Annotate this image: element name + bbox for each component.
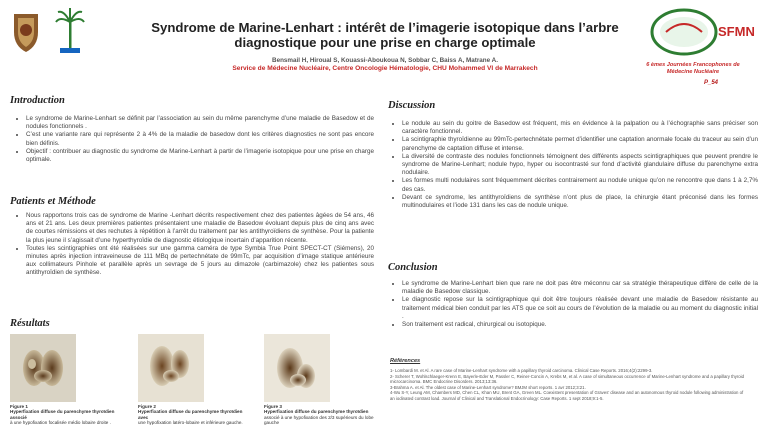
patients-item: • Toutes les scintigraphies ont été réalisées sur une gamma caméra de type Symbia True Point SPECT-CT (Siémens), 20 minutes après injection intraveineuse de 111 MBq de pertechnétate de 99mTc, par acquisition d’image statique antérieure aux collimateurs Pinhole et parallèle après un sevrage de 5 jours au dimazole (carbimazole) chez les patientes sous antithyroïdien de synthèse. <box>26 245 374 278</box>
scintigraphy-figure-1 <box>10 334 76 402</box>
authors: Bensmail H, Hiroual S, Kouassi-Aboukoua N, Sobbar C, Baiss A, Matrane A. <box>272 57 498 64</box>
introduction-list <box>14 115 374 164</box>
figure-3-label: Figure 3 <box>264 404 282 409</box>
discussion-item: • Les formes multi nodulaires sont fréquemment décrites contrairement au nodule unique qu’on ne rencontre que dans 1 à 2,7% des cas. <box>402 177 758 193</box>
congress-name <box>628 62 758 75</box>
figure-3-text: associé à une hypofixation des 2/3 supérieurs du lobe gauche <box>264 414 374 426</box>
conclusion-item: • Le diagnostic repose sur la scintigraphique qui doit être toujours réalisée devant une maladie de Basedow résistante au traitement médical bien conduit par les ATS que ce soit au cours de l’évolution de la maladie ou au moment du diagnostic initial . <box>402 296 758 321</box>
discussion-heading: Discussion <box>388 100 436 111</box>
poster-title-line-2: diagnostique pour une prise en charge optimale <box>234 35 536 50</box>
affiliation: Service de Médecine Nucléaire, Centre Oncologie Hématologie, CHU Mohammed VI de Marrakech <box>232 65 538 72</box>
figure-3-title: Hyperfixation diffuse du parenchyme thyroïdien <box>264 409 369 415</box>
references-heading: Références <box>390 358 421 364</box>
patients-heading: Patients et Méthode <box>10 196 96 207</box>
sfmn-logo <box>648 6 760 60</box>
congress-line-2: Médecine Nucléaire <box>666 68 720 75</box>
sfmn-logo-text: SFMN <box>718 24 755 39</box>
discussion-item: • Devant ce syndrome, les antithyroïdiens de synthèse n’ont plus de place, la chirurgie étant préconisé dans les formes multinodulaires et l’iode 131 dans les cas de nodule unique. <box>402 194 758 210</box>
discussion-list <box>390 120 758 210</box>
reference-item: 4-Wu S-Y, Leung AM, Chambers MD, Chen CL, Khan MU, Brent GA, Green ML. Coexistent presentation of Graves’ disease and an autonomous thyroid nodule following administration of an iodinated contrast load. Journal of Clinical and Translational Endocrinology: Case Reports. 1 sept 2018;9:1-5. <box>390 390 744 401</box>
figure-3-caption <box>264 404 374 426</box>
patients-item: • Nous rapportons trois cas de syndrome de Marine -Lenhart décrits respectivement chez des patientes âgées de 54 ans, 46 ans et 21 ans. Les deux premières patientes présentaient une maladie de Basedow évoluant depuis plus de cinq ans avec de courtes rémissions et des rechutes à répétition à l’arrêt du traitement par les antithyroïdiens de synthèse. Pour la patiente la plus jeune il s’agissait d’une hyperthyroïdie de diagnostic étiologique incertain d’apparition récente. <box>26 212 374 245</box>
discussion-item: • Le nodule au sein du goitre de Basedow est fréquent, mis en évidence à la palpation ou à l’échographie sans préciser son caractère fonctionnel. <box>402 120 758 136</box>
congress-line-1: 6 èmes Journées Francophones de <box>646 62 740 68</box>
figure-1-label: Figure 1 <box>10 404 28 409</box>
discussion-item: • La diversité de contraste des nodules fonctionnels témoignent des différents aspects scintigraphiques que peuvent prendre le syndrome de Marine-Lenhart; nodule hypo, hyper ou isocontrasté sur fond d’activité glandulaire diffuse du parenchyme extra nodulaire. <box>402 153 758 178</box>
scintigraphy-figure-2 <box>138 334 204 402</box>
poster-title <box>150 20 620 50</box>
figure-2-title: Hyperfixation diffuse du parenchyme thyroïdien avec <box>138 409 243 420</box>
poster-id: P_54 <box>703 80 718 86</box>
figure-2-caption <box>138 404 248 426</box>
figure-1-text: à une hypofixation focalisée médio lobaire droite . <box>10 420 111 426</box>
references-list <box>390 368 746 402</box>
reference-item: 1- Lombardi M. et Al. A rare case of Marine-Lenhart syndrome with a papillary thyroid carcinoma. Clinical Case Reports. 2016;4(2):2299-3. <box>390 368 653 373</box>
introduction-item: • Le syndrome de Marine-Lenhart se définit par l’association au sein du même parenchyme d’une maladie de Basedow et de nodules fonctionnels . <box>26 115 374 131</box>
figure-1-caption <box>10 404 120 426</box>
discussion-item: • La scintigraphie thyroïdienne au 99mTc-pertechnétate permet d’identifier une captation anormale focale du traceur au sein d’un parenchyme de captation diffuse et intense. <box>402 136 758 152</box>
figure-1-title: Hyperfixation diffuse du parenchyme thyroïdien associé <box>10 409 115 420</box>
conclusion-item: • Le syndrome de Marine-Lenhart bien que rare ne doit pas être méconnu car sa stratégie thérapeutique diffère de celle de la maladie de Basedow classique. <box>402 280 758 296</box>
results-heading: Résultats <box>10 318 50 329</box>
patients-list <box>14 212 374 278</box>
scintigraphy-figure-3 <box>264 334 330 402</box>
university-logo <box>6 6 46 56</box>
introduction-item: • C’est une variante rare qui représente 2 à 4% de la maladie de basedow dont les critères diagnostics ne sont pas encore bien définis. <box>26 131 374 147</box>
conclusion-heading: Conclusion <box>388 262 438 273</box>
introduction-heading: Introduction <box>10 95 65 106</box>
conclusion-list <box>390 280 758 329</box>
figure-2-text: une hypofixation latéro-lobaire et inférieure gauche. <box>138 420 243 426</box>
chu-palm-logo <box>54 6 86 56</box>
figure-2-label: Figure 2 <box>138 404 156 409</box>
reference-item: 3-Brahma A. et Al. The oldest case of Marine-Lenhart syndrome? BMJM short reports. 1 avr 2012;3:21. <box>390 384 586 390</box>
poster-title-line-1: Syndrome de Marine-Lenhart : intérêt de l’imagerie isotopique dans l’arbre <box>151 20 619 35</box>
introduction-item: • Objectif : contribuer au diagnostic du syndrome de Marine-Lenhart à partir de l’imagerie isotopique pour une prise en charge optimale. <box>26 148 374 164</box>
conclusion-item: • Son traitement est radical, chirurgical ou isotopique. <box>402 321 758 329</box>
reference-item: 2- Scherer T, Wohlschlaeger-Krenn E, Bayerle-Eder M, Passler C, Reiner-Concin A, Krebs M, et al. A case of simultaneous occurrence of Marine-Lenhart syndrome and a papillary thyroid microcarcinoma. BMC Endocrine Disorders. 2013;13:36. <box>390 373 745 385</box>
